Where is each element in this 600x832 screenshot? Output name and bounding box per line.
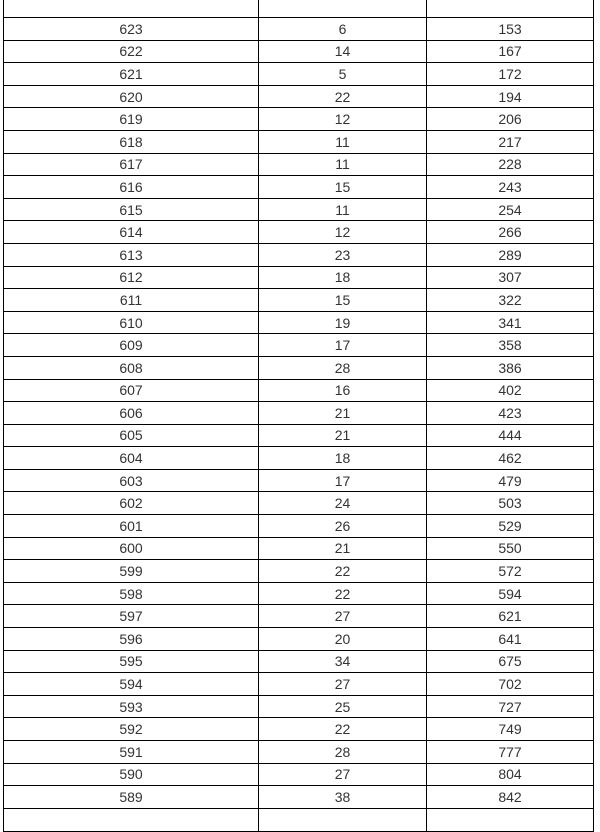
score-cell: 591 xyxy=(4,741,259,764)
table-row xyxy=(4,18,594,41)
table-row xyxy=(4,130,594,153)
count-cell: 11 xyxy=(259,130,427,153)
count-cell: 22 xyxy=(259,85,427,108)
cumulative-cell xyxy=(427,0,594,18)
table-row xyxy=(4,650,594,673)
cumulative-cell xyxy=(427,808,594,831)
score-cell: 623 xyxy=(4,18,259,41)
score-cell: 589 xyxy=(4,786,259,809)
table-row xyxy=(4,63,594,86)
table-row xyxy=(4,786,594,809)
table-row xyxy=(4,492,594,515)
count-cell: 14 xyxy=(259,40,427,63)
score-cell: 618 xyxy=(4,130,259,153)
score-cell: 604 xyxy=(4,447,259,470)
score-cell: 608 xyxy=(4,356,259,379)
count-cell xyxy=(259,808,427,831)
count-cell: 15 xyxy=(259,176,427,199)
score-cell: 595 xyxy=(4,650,259,673)
cumulative-cell: 243 xyxy=(427,176,594,199)
score-cell: 600 xyxy=(4,537,259,560)
cumulative-cell: 167 xyxy=(427,40,594,63)
table-row xyxy=(4,108,594,131)
cumulative-cell: 529 xyxy=(427,515,594,538)
table-row xyxy=(4,582,594,605)
score-cell: 615 xyxy=(4,198,259,221)
cumulative-cell: 594 xyxy=(427,582,594,605)
cumulative-cell: 254 xyxy=(427,198,594,221)
table-row xyxy=(4,311,594,334)
table-row xyxy=(4,379,594,402)
cumulative-cell: 675 xyxy=(427,650,594,673)
table-row xyxy=(4,198,594,221)
cumulative-cell: 341 xyxy=(427,311,594,334)
count-cell: 12 xyxy=(259,108,427,131)
table-row xyxy=(4,763,594,786)
table-row xyxy=(4,628,594,651)
count-cell: 12 xyxy=(259,221,427,244)
score-cell: 602 xyxy=(4,492,259,515)
cumulative-cell: 172 xyxy=(427,63,594,86)
score-cell: 609 xyxy=(4,334,259,357)
score-cell: 610 xyxy=(4,311,259,334)
count-cell: 27 xyxy=(259,605,427,628)
cumulative-cell: 307 xyxy=(427,266,594,289)
cumulative-cell: 322 xyxy=(427,289,594,312)
table-row xyxy=(4,741,594,764)
score-cell: 619 xyxy=(4,108,259,131)
cumulative-cell: 702 xyxy=(427,673,594,696)
count-cell: 20 xyxy=(259,628,427,651)
count-cell: 21 xyxy=(259,537,427,560)
cumulative-cell: 228 xyxy=(427,153,594,176)
score-cell: 614 xyxy=(4,221,259,244)
score-cell: 621 xyxy=(4,63,259,86)
count-cell: 24 xyxy=(259,492,427,515)
count-cell: 17 xyxy=(259,334,427,357)
cumulative-cell: 402 xyxy=(427,379,594,402)
score-cell: 620 xyxy=(4,85,259,108)
table-row xyxy=(4,605,594,628)
score-cell: 612 xyxy=(4,266,259,289)
count-cell: 25 xyxy=(259,695,427,718)
score-cell: 611 xyxy=(4,289,259,312)
count-cell: 22 xyxy=(259,582,427,605)
cumulative-cell: 479 xyxy=(427,469,594,492)
table-row xyxy=(4,469,594,492)
cumulative-cell: 749 xyxy=(427,718,594,741)
score-cell: 594 xyxy=(4,673,259,696)
count-cell: 18 xyxy=(259,447,427,470)
score-table-body xyxy=(4,0,594,831)
cumulative-cell: 217 xyxy=(427,130,594,153)
table-row xyxy=(4,718,594,741)
table-row xyxy=(4,85,594,108)
score-cell: 606 xyxy=(4,402,259,425)
table-row xyxy=(4,0,594,18)
cumulative-cell: 462 xyxy=(427,447,594,470)
count-cell: 21 xyxy=(259,424,427,447)
count-cell: 15 xyxy=(259,289,427,312)
count-cell: 6 xyxy=(259,18,427,41)
cumulative-cell: 266 xyxy=(427,221,594,244)
cumulative-cell: 386 xyxy=(427,356,594,379)
score-cell: 599 xyxy=(4,560,259,583)
score-table xyxy=(3,0,594,832)
table-row xyxy=(4,243,594,266)
count-cell: 28 xyxy=(259,356,427,379)
score-cell: 596 xyxy=(4,628,259,651)
count-cell: 22 xyxy=(259,560,427,583)
score-cell: 613 xyxy=(4,243,259,266)
count-cell: 27 xyxy=(259,673,427,696)
count-cell: 21 xyxy=(259,402,427,425)
score-cell: 592 xyxy=(4,718,259,741)
count-cell: 28 xyxy=(259,741,427,764)
table-row xyxy=(4,40,594,63)
count-cell: 23 xyxy=(259,243,427,266)
table-row xyxy=(4,424,594,447)
score-cell: 593 xyxy=(4,695,259,718)
table-row xyxy=(4,695,594,718)
count-cell: 19 xyxy=(259,311,427,334)
count-cell: 11 xyxy=(259,153,427,176)
table-row xyxy=(4,808,594,831)
count-cell: 34 xyxy=(259,650,427,673)
score-cell: 590 xyxy=(4,763,259,786)
cumulative-cell: 550 xyxy=(427,537,594,560)
score-cell xyxy=(4,0,259,18)
table-row xyxy=(4,560,594,583)
cumulative-cell: 621 xyxy=(427,605,594,628)
score-cell xyxy=(4,808,259,831)
score-cell: 603 xyxy=(4,469,259,492)
score-table-container xyxy=(3,0,593,832)
score-cell: 607 xyxy=(4,379,259,402)
table-row xyxy=(4,334,594,357)
count-cell xyxy=(259,0,427,18)
count-cell: 27 xyxy=(259,763,427,786)
table-row xyxy=(4,402,594,425)
score-cell: 622 xyxy=(4,40,259,63)
count-cell: 26 xyxy=(259,515,427,538)
cumulative-cell: 206 xyxy=(427,108,594,131)
table-row xyxy=(4,537,594,560)
cumulative-cell: 358 xyxy=(427,334,594,357)
table-row xyxy=(4,221,594,244)
count-cell: 11 xyxy=(259,198,427,221)
score-cell: 598 xyxy=(4,582,259,605)
table-row xyxy=(4,356,594,379)
score-cell: 605 xyxy=(4,424,259,447)
table-row xyxy=(4,153,594,176)
cumulative-cell: 842 xyxy=(427,786,594,809)
count-cell: 16 xyxy=(259,379,427,402)
cumulative-cell: 444 xyxy=(427,424,594,447)
cumulative-cell: 194 xyxy=(427,85,594,108)
score-cell: 616 xyxy=(4,176,259,199)
table-row xyxy=(4,673,594,696)
table-row xyxy=(4,176,594,199)
score-cell: 617 xyxy=(4,153,259,176)
table-row xyxy=(4,289,594,312)
count-cell: 18 xyxy=(259,266,427,289)
cumulative-cell: 289 xyxy=(427,243,594,266)
cumulative-cell: 153 xyxy=(427,18,594,41)
cumulative-cell: 777 xyxy=(427,741,594,764)
cumulative-cell: 727 xyxy=(427,695,594,718)
score-cell: 601 xyxy=(4,515,259,538)
count-cell: 38 xyxy=(259,786,427,809)
count-cell: 5 xyxy=(259,63,427,86)
table-row xyxy=(4,447,594,470)
cumulative-cell: 641 xyxy=(427,628,594,651)
table-row xyxy=(4,515,594,538)
cumulative-cell: 503 xyxy=(427,492,594,515)
cumulative-cell: 804 xyxy=(427,763,594,786)
score-cell: 597 xyxy=(4,605,259,628)
cumulative-cell: 572 xyxy=(427,560,594,583)
table-row xyxy=(4,266,594,289)
cumulative-cell: 423 xyxy=(427,402,594,425)
count-cell: 22 xyxy=(259,718,427,741)
count-cell: 17 xyxy=(259,469,427,492)
